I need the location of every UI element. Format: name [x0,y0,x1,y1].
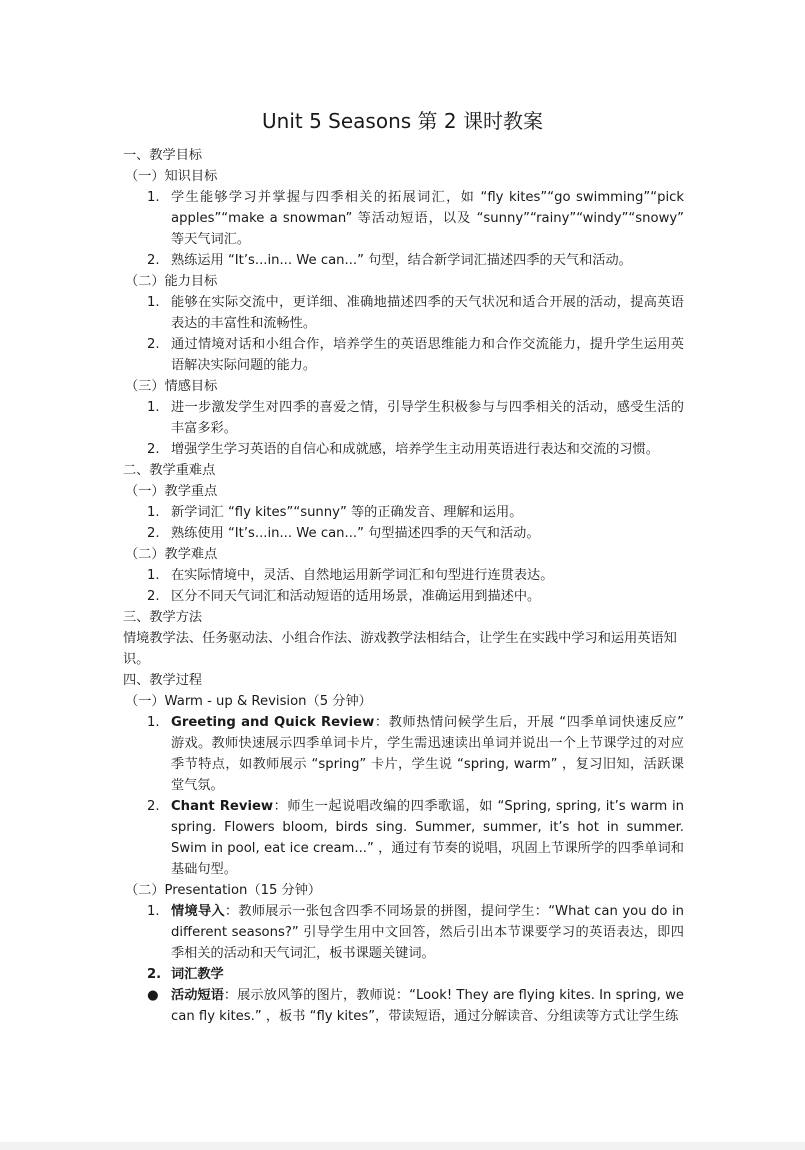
list-text: 学生能够学习并掌握与四季相关的拓展词汇，如 “fly kites”“go swimming”“pick apples”“make a snowman” 等活动短语，以及 “sunny”“rainy”“windy”“snowy” 等天气词汇。 [171,190,684,247]
list-text [171,901,684,964]
bullet-text [171,985,684,1027]
list-text: 通过情境对话和小组合作，培养学生的英语思维能力和合作交流能力，提升学生运用英语解决实际问题的能力。 [171,337,684,373]
list-body: ：教师展示一张包含四季不同场景的拼图，提问学生：“What can you do in different seasons?” 引导学生用中文回答，然后引出本节课要学习的英语表达，即四季相关的活动和天气词汇，板书课题关键词。 [171,904,684,961]
document-title: Unit 5 Seasons 第 2 课时教案 [262,109,543,133]
list-item [123,796,684,880]
list-number: 2. [147,442,160,457]
list-number: 2. [147,337,160,352]
list-number: 1. [147,568,160,583]
list-item [123,502,684,523]
list-number: 2. [147,589,160,604]
list-number: 1. [147,505,160,520]
list-body: ：教师热情问候学生后，开展 “四季单词快速反应” 游戏。教师快速展示四季单词卡片，学生需迅速读出单词并说出一个上节课学过的对应季节特点，如教师展示 “spring” 卡片，学生说 “spring, warm” ，复习旧知，活跃课堂气氛。 [171,715,685,793]
list-item [123,292,684,334]
section-heading-process: 四、教学过程 [123,673,203,688]
subheading-knowledge: （一）知识目标 [125,169,218,184]
list-number: 1. [147,400,160,415]
list-text [171,712,684,796]
subheading-warm-up: （一）Warm - up & Revision（5 分钟） [125,694,372,709]
list-item [123,712,684,796]
list-item [123,565,684,586]
list-item [123,964,684,985]
list-text: 熟练运用 “It’s...in... We can...” 句型，结合新学词汇描述四季的天气和活动。 [171,253,632,268]
list-body: ：师生一起说唱改编的四季歌谣，如 “Spring, spring, it’s warm in spring. Flowers bloom, birds sing. Summer, summer, it’s hot in summer. Swim in pool, eat ice cream...” ，通过有节奏的说唱，巩固上节课所学的四季单词和基础句型。 [171,799,685,877]
document-body [123,145,684,1027]
list-number: 2. [147,799,160,814]
list-text: 新学词汇 “fly kites”“sunny” 等的正确发音、理解和运用。 [171,505,523,520]
list-number: 2. [147,967,162,982]
subheading-presentation: （二）Presentation（15 分钟） [125,883,322,898]
list-number: 1. [147,295,160,310]
list-text: 在实际情境中，灵活、自然地运用新学词汇和句型进行连贯表达。 [171,568,554,583]
list-text: 熟练使用 “It’s...in... We can...” 句型描述四季的天气和活动。 [171,526,540,541]
list-bold-label: 情境导入 [171,904,225,919]
bullet-item [123,985,684,1027]
section-heading-methods: 三、教学方法 [123,610,203,625]
methods-paragraph: 情境教学法、任务驱动法、小组合作法、游戏教学法相结合，让学生在实践中学习和运用英语知识。 [123,631,677,667]
list-text: 词汇教学 [171,967,224,982]
list-text: 能够在实际交流中，更详细、准确地描述四季的天气状况和适合开展的活动，提高英语表达的丰富性和流畅性。 [171,295,684,331]
list-item [123,901,684,964]
list-item [123,586,684,607]
list-item [123,439,684,460]
list-item [123,187,684,250]
list-text: 进一步激发学生对四季的喜爱之情，引导学生积极参与与四季相关的活动，感受生活的丰富多彩。 [171,400,684,436]
list-text [171,796,684,880]
list-number: 1. [147,904,160,919]
list-bold-label: Chant Review [171,799,274,814]
list-number: 2. [147,526,160,541]
list-item [123,397,684,439]
list-number: 2. [147,253,160,268]
bullet-body: ：展示放风筝的图片，教师说：“Look! They are flying kites. In spring, we can fly kites.” ，板书 “fly kites”，带读短语，通过分解读音、分组读等方式让学生练 [171,988,684,1024]
list-text: 增强学生学习英语的自信心和成就感，培养学生主动用英语进行表达和交流的习惯。 [171,442,659,457]
subheading-difficulties: （二）教学难点 [125,547,218,562]
list-item [123,334,684,376]
list-number: 1. [147,190,160,205]
bullet-bold-label: 活动短语 [171,988,224,1003]
subheading-key-points: （一）教学重点 [125,484,218,499]
list-bold-label: Greeting and Quick Review [171,715,375,730]
list-number: 1. [147,715,160,730]
section-heading-objectives: 一、教学目标 [123,148,203,163]
list-item [123,523,684,544]
bullet-symbol: ● [147,988,159,1003]
list-text: 区分不同天气词汇和活动短语的适用场景，准确运用到描述中。 [171,589,541,604]
subheading-ability: （二）能力目标 [125,274,218,289]
subheading-emotion: （三）情感目标 [125,379,218,394]
list-item [123,250,684,271]
section-heading-key-points: 二、教学重难点 [123,463,216,478]
